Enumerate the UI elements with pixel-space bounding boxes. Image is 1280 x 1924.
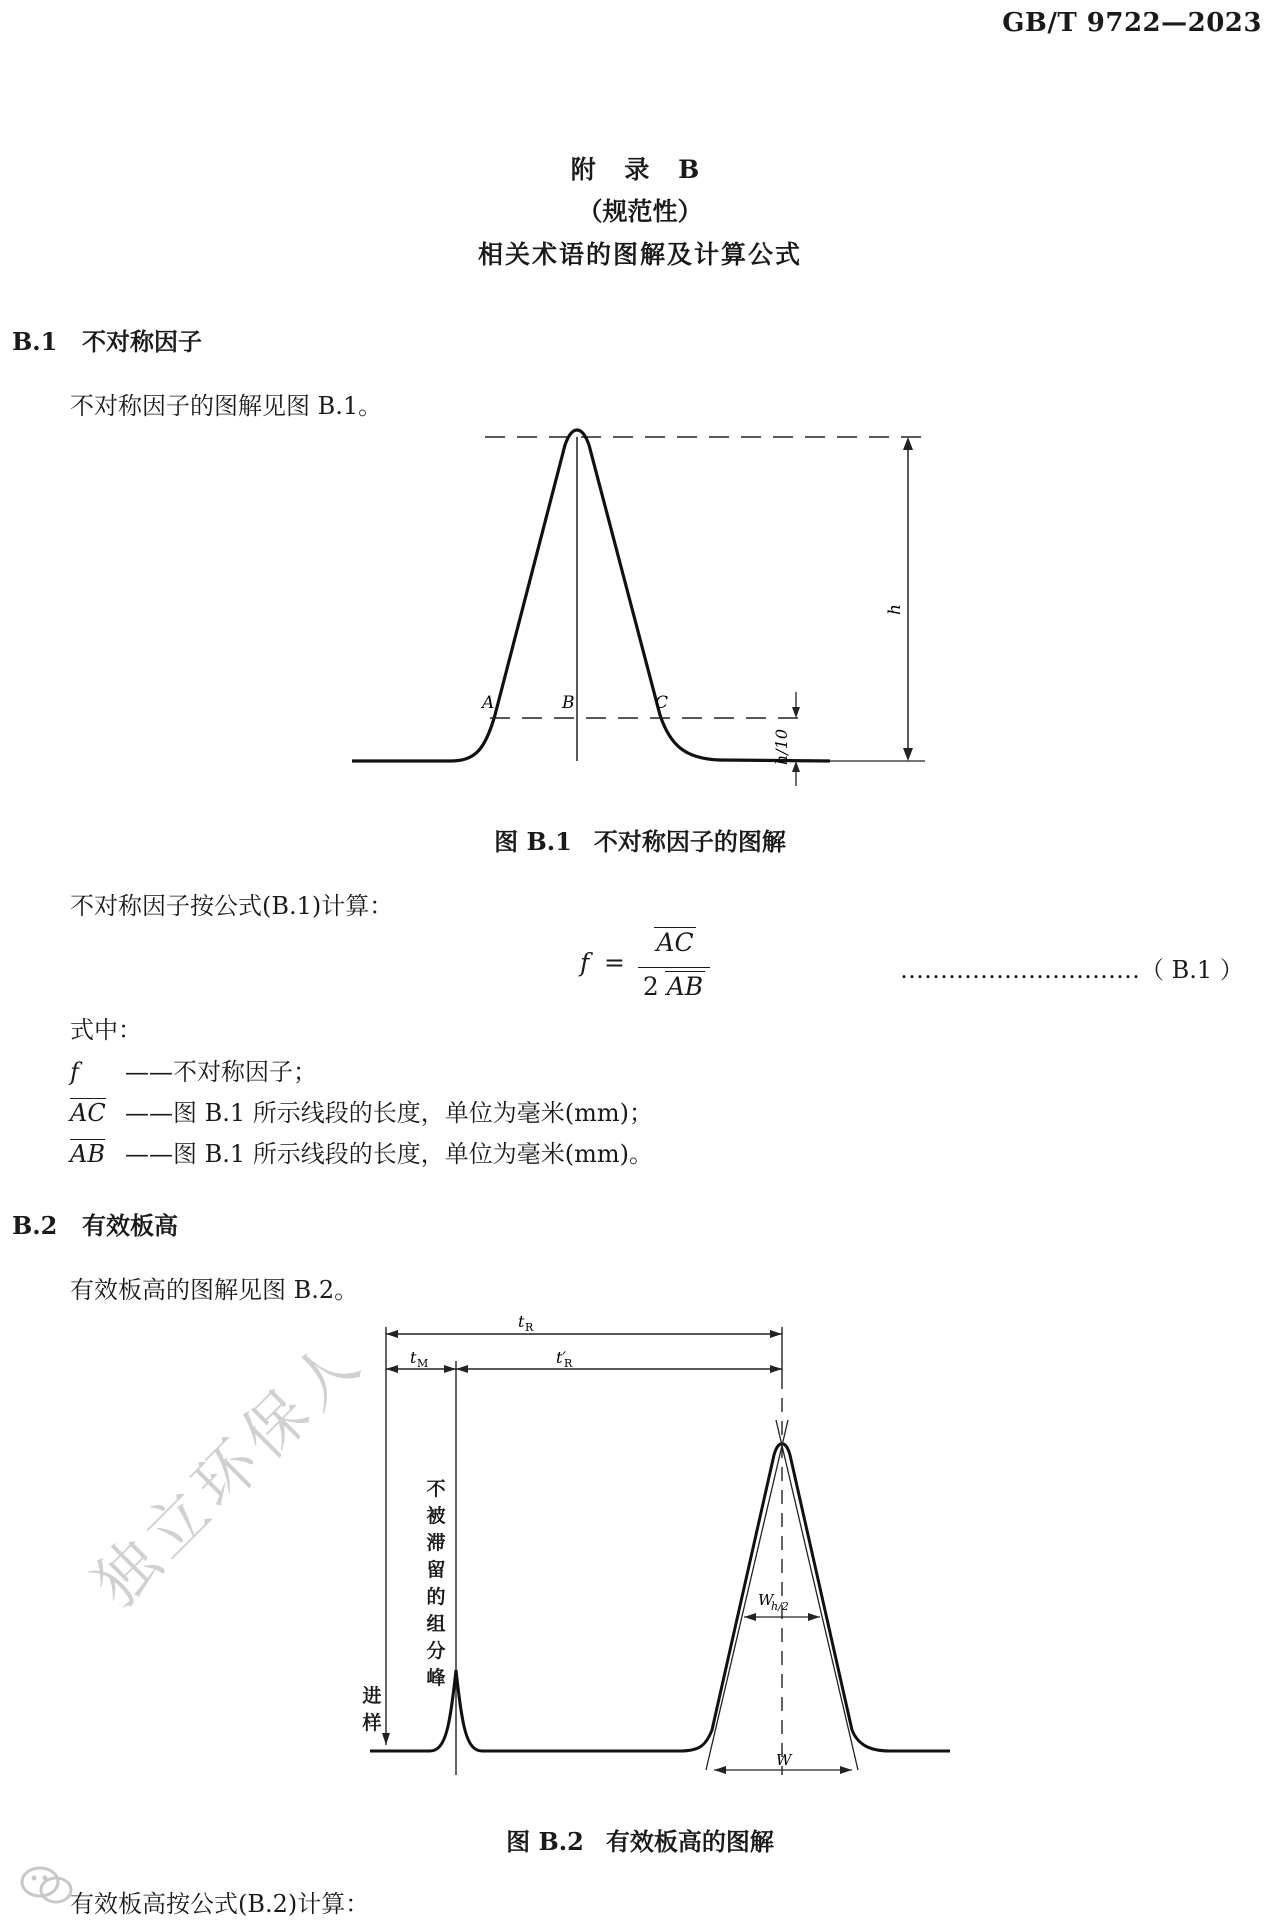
trp-arrow-right [770,1365,782,1373]
formula-numerator [644,928,706,957]
definition-text: ——图 B.1 所示线段的长度，单位为毫米(mm)。 [125,1140,654,1168]
section-b2-intro: 有效板高的图解见图 B.2。 [70,1276,359,1304]
h10-arrow-up [792,761,800,772]
formula-b1-intro: 不对称因子按公式(B.1)计算： [70,892,394,920]
watermark-text: 独立环保人 [79,1321,379,1621]
formula-b1 [580,922,710,1002]
base-width-label: W [776,1751,792,1769]
section-b2-number: B.2 [12,1211,58,1240]
half-width-arrow-right [808,1613,820,1621]
definition-text: ——不对称因子； [125,1058,317,1086]
formula-lhs: f [580,948,590,977]
formula-b2-intro: 有效板高按公式(B.2)计算： [70,1890,370,1918]
definition-text: ——图 B.1 所示线段的长度，单位为毫米(mm)； [125,1099,654,1127]
h10-arrow-down [792,707,800,718]
figure-b1-caption [0,822,1280,857]
section-b1-heading [12,322,202,357]
figure-b2-caption-label: 图 B.2 [506,1827,584,1856]
definition-symbol [70,1140,125,1168]
definition-symbol-text: AB [70,1140,105,1168]
section-b1-title: 不对称因子 [82,327,202,356]
h-arrow-bottom [903,748,913,761]
tm-arrow-right [444,1365,456,1373]
definition-f [70,1052,317,1087]
left-tangent-line [706,1420,788,1770]
h-arrow-top [903,437,913,450]
formula-denominator [638,972,710,1001]
tm-arrow-left [386,1365,398,1373]
unretained-peak-label: 不被滞留的组分峰 [426,1478,446,1689]
equation-number-b1: …………………………（ B.1 ） [900,956,1244,984]
appendix-title: 附 录 B [570,155,710,184]
base-width-arrow-right [840,1766,852,1774]
peak-curve [352,430,830,761]
tr-subscript: R [525,1321,534,1334]
chromatogram-curve [370,1444,950,1751]
trp-subscript: R [564,1357,573,1370]
half-width-subscript: h/2 [771,1600,789,1613]
section-b2-title: 有效板高 [82,1211,178,1240]
figure-b2-caption-text: 有效板高的图解 [605,1827,774,1856]
tr-arrow-left [386,1330,398,1338]
appendix-subtitle: 相关术语的图解及计算公式 [477,240,802,269]
tr-arrow-right [770,1330,782,1338]
injection-label: 进样 [362,1685,382,1734]
figure-b2-caption [0,1822,1280,1857]
figure-b2 [360,1305,960,1785]
definition-ac [70,1093,653,1128]
definition-ab [70,1134,653,1169]
point-c-label: C [655,693,669,713]
formula-denominator-coef: 2 [642,972,659,1001]
standard-code: GB/T 9722—2023 [1002,8,1262,38]
definition-symbol: f [70,1058,79,1086]
right-tangent-line [776,1420,858,1770]
trp-arrow-left [456,1365,468,1373]
h-label: h [885,604,905,615]
point-a-label: A [482,693,495,713]
tm-subscript: M [417,1357,429,1370]
formula-numerator-text: AC [656,928,694,957]
tm-label: t [410,1348,417,1367]
half-width-label: W [758,1591,774,1609]
h10-label: h/10 [772,728,791,765]
definition-symbol-text: AC [70,1099,106,1127]
fraction-bar [638,967,710,968]
tr-label: t [518,1312,525,1331]
point-b-label: B [562,693,575,713]
figure-b1-caption-label: 图 B.1 [494,827,572,856]
base-width-arrow-left [714,1766,726,1774]
section-b1-number: B.1 [12,327,58,356]
section-b1-intro: 不对称因子的图解见图 B.1。 [70,392,383,420]
wechat-logo-icon [18,1862,76,1908]
formula-denominator-text: AB [666,972,704,1001]
definition-symbol [70,1099,125,1127]
trp-label: t′ [556,1348,567,1367]
formula-equals: = [604,948,625,977]
figure-b1-caption-text: 不对称因子的图解 [593,827,786,856]
figure-b1 [340,420,960,800]
half-width-arrow-left [744,1613,756,1621]
appendix-normative: （规范性） [577,197,703,226]
section-b2-heading [12,1206,178,1241]
where-label: 式中： [70,1016,142,1044]
